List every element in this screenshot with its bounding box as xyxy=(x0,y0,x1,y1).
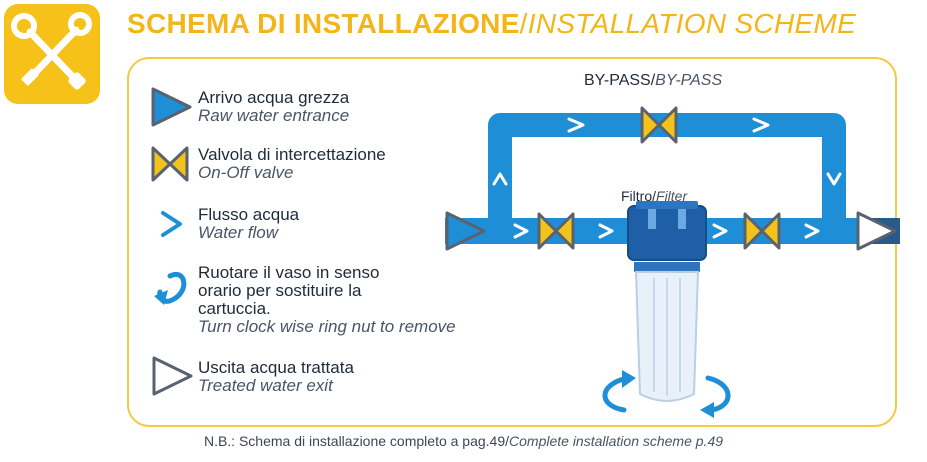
legend-item-inlet xyxy=(198,89,349,125)
footnote: N.B.: Schema di installazione completo a pag.49/Complete installation scheme p.49 xyxy=(203,433,724,449)
title-separator: / xyxy=(519,8,528,39)
inlet-triangle-icon xyxy=(153,89,190,125)
rotate-arrow-icon xyxy=(700,378,728,418)
legend-label-en: On-Off valve xyxy=(198,163,294,182)
legend-label-it: Ruotare il vaso in senso orario per sostituire la cartuccia. xyxy=(198,263,380,318)
footnote-en: Complete installation scheme p.49 xyxy=(509,433,724,449)
legend-label-it: Arrivo acqua grezza xyxy=(198,88,350,107)
legend-label-en: Turn clock wise ring nut to remove xyxy=(198,317,456,336)
legend-label-it: Flusso acqua xyxy=(198,205,300,224)
bypass-label-en: BY-PASS xyxy=(655,72,723,89)
legend-label-en: Water flow xyxy=(198,223,278,242)
rotate-arrow-icon xyxy=(154,274,184,305)
legend-label-it: Valvola di intercettazione xyxy=(198,145,386,164)
legend-label-en: Raw water entrance xyxy=(198,106,350,125)
legend-item-rotate xyxy=(198,263,456,336)
legend-label-en: Treated water exit xyxy=(198,376,333,395)
filter-housing xyxy=(628,201,706,401)
filter-label: Filtro/Filter xyxy=(621,188,688,204)
legend-item-flow xyxy=(198,206,299,242)
bypass-label: BY-PASS/BY-PASS xyxy=(584,72,723,89)
footnote-it: N.B.: Schema di installazione completo a pag.49 xyxy=(203,433,506,449)
bypass-label-it: BY-PASS xyxy=(584,72,651,89)
filter-label-en: Filter xyxy=(656,188,688,204)
title-italian: SCHEMA DI INSTALLAZIONE xyxy=(127,8,520,39)
legend-item-valve xyxy=(198,146,386,182)
on-off-valve-icon xyxy=(153,148,187,180)
legend-label-it: Uscita acqua trattata xyxy=(198,358,354,377)
rotate-arrow-icon xyxy=(605,370,636,410)
outlet-triangle-icon xyxy=(154,358,191,394)
flow-chevron-icon xyxy=(163,213,180,235)
filter-label-it: Filtro xyxy=(621,188,653,204)
legend-item-outlet xyxy=(198,359,354,395)
title-english: INSTALLATION SCHEME xyxy=(527,8,857,39)
